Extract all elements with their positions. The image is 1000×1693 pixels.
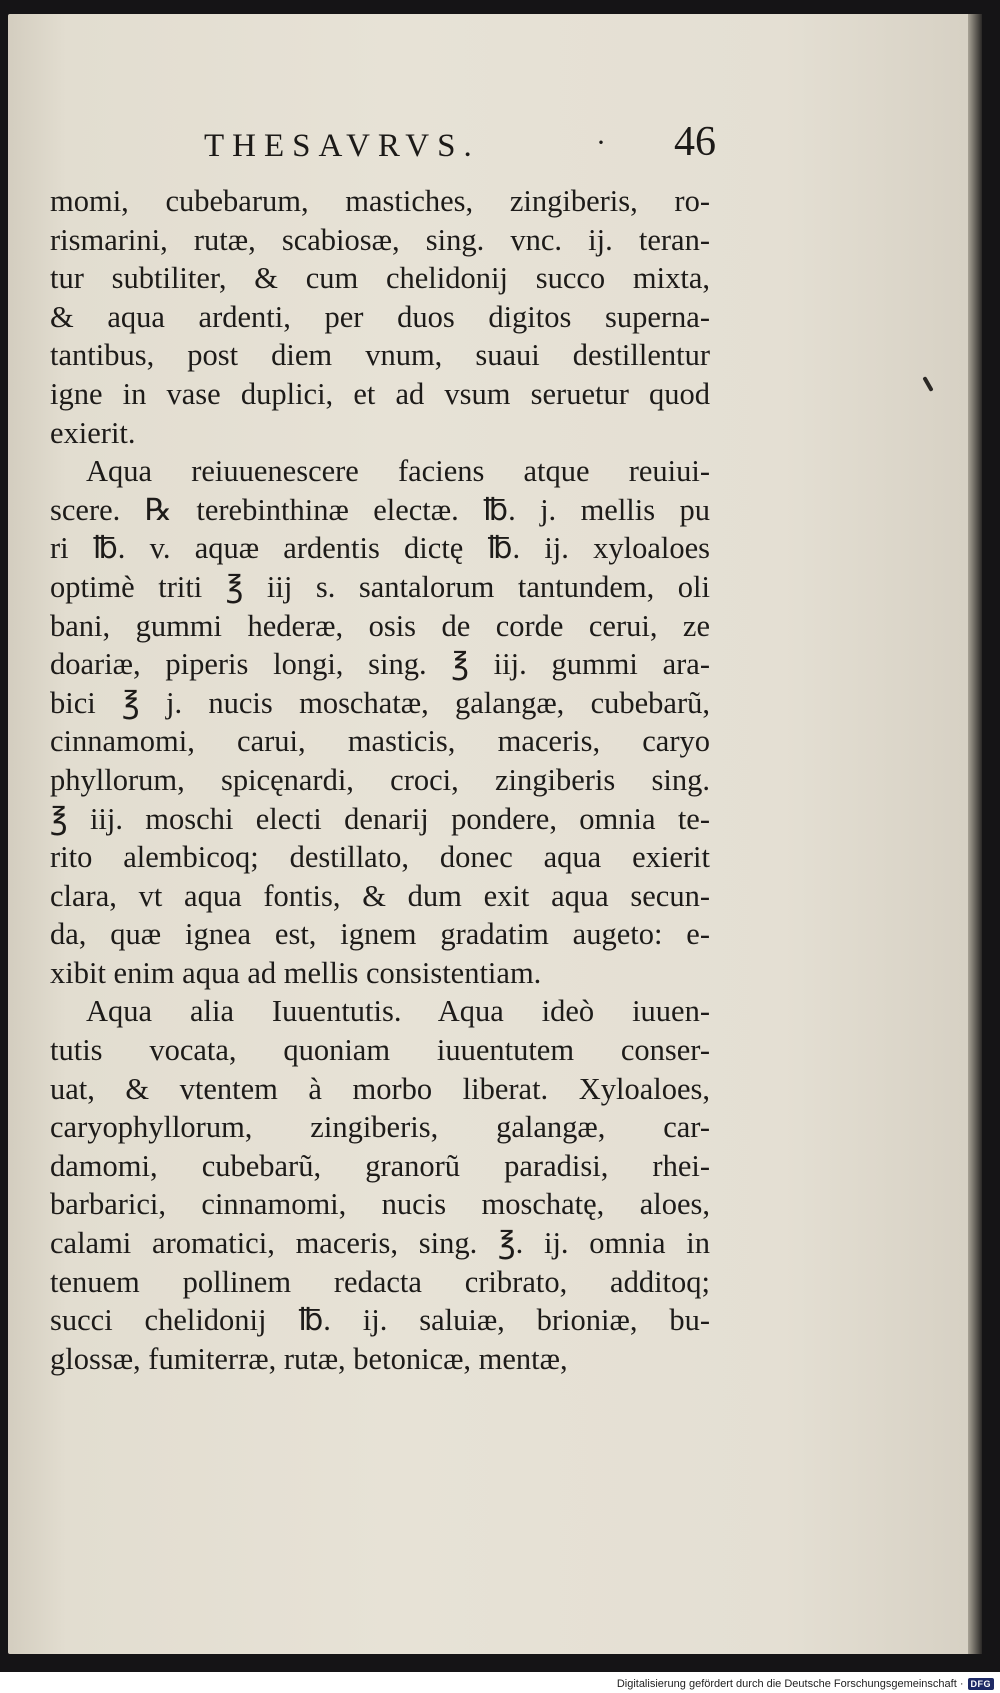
text-line: rismarini, rutæ, scabiosæ, sing. vnc. ij. teran- bbox=[50, 222, 710, 257]
text-line: momi, cubebarum, mastiches, zingiberis, ro- bbox=[50, 184, 710, 218]
text-line: succi chelidonij ℔. ij. saluiæ, brioniæ, bu- bbox=[50, 1303, 710, 1338]
text-line: calami aromatici, maceris, sing. ℥. ij. omnia in bbox=[50, 1226, 710, 1261]
text-line: optimè triti ℥ iij s. santalorum tantundem, oli bbox=[50, 569, 710, 604]
running-head bbox=[48, 119, 738, 172]
dfg-logo: DFG bbox=[968, 1678, 995, 1690]
text-line: tantibus, post diem vnum, suaui destillentur bbox=[50, 338, 710, 373]
text-line: cinnamomi, carui, masticis, maceris, caryo bbox=[50, 724, 710, 759]
running-head-title: THESAVRVS. bbox=[204, 128, 480, 164]
text-line: bici ℥ j. nucis moschatæ, galangæ, cubebarũ, bbox=[50, 685, 710, 720]
text-line: & aqua ardenti, per duos digitos superna- bbox=[50, 299, 710, 334]
body-text bbox=[50, 182, 710, 1378]
text-line: glossæ, fumiterræ, rutæ, betonicæ, mentæ, bbox=[50, 1341, 568, 1376]
text-line: tur subtiliter, & cum chelidonij succo mixta, bbox=[50, 261, 710, 296]
text-line: ℥ iij. moschi electi denarij pondere, omnia te- bbox=[50, 801, 710, 836]
text-line: Aqua alia Iuuentutis. Aqua ideò iuuen- bbox=[86, 994, 710, 1029]
text-line: barbarici, cinnamomi, nucis moschatę, aloes, bbox=[50, 1187, 710, 1222]
text-line: doariæ, piperis longi, sing. ℥ iij. gummi ara- bbox=[50, 647, 710, 682]
text-line: damomi, cubebarũ, granorũ paradisi, rhei- bbox=[50, 1148, 710, 1183]
text-line: ri ℔. v. aquæ ardentis dictę ℔. ij. xyloaloes bbox=[50, 531, 710, 566]
text-line: tutis vocata, quoniam iuuentutem conser- bbox=[50, 1033, 710, 1068]
book-page bbox=[8, 14, 978, 1654]
text-line: uat, & vtentem à morbo liberat. Xyloaloes, bbox=[50, 1071, 710, 1106]
text-line: scere. ℞ terebinthinæ electæ. ℔. j. mellis pu bbox=[50, 492, 710, 527]
text-line: caryophyllorum, zingiberis, galangæ, car- bbox=[50, 1110, 710, 1145]
text-line: phyllorum, spicęnardi, croci, zingiberis sing. bbox=[50, 762, 710, 797]
text-line: Aqua reiuuenescere faciens atque reuiui- bbox=[86, 454, 710, 489]
text-line: tenuem pollinem redacta cribrato, additoq; bbox=[50, 1264, 710, 1299]
footer-credit: Digitalisierung gefördert durch die Deutsche Forschungsgemeinschaft · bbox=[616, 1678, 964, 1690]
text-line: bani, gummi hederæ, osis de corde cerui, ze bbox=[50, 608, 710, 643]
text-line: da, quæ ignea est, ignem gradatim augeto: e- bbox=[50, 917, 710, 952]
text-line: igne in vase duplici, et ad vsum seruetur quod bbox=[50, 376, 710, 411]
page-number: 46 bbox=[674, 119, 716, 165]
page-edge-shadow bbox=[968, 14, 982, 1654]
text-line: xibit enim aqua ad mellis consistentiam. bbox=[50, 955, 542, 990]
text-line: clara, vt aqua fontis, & dum exit aqua secun- bbox=[50, 878, 710, 913]
text-line: exierit. bbox=[50, 415, 136, 450]
text-line: rito alembicoq; destillato, donec aqua exierit bbox=[50, 840, 710, 875]
running-head-dot: · bbox=[596, 126, 606, 159]
digitization-footer bbox=[617, 1676, 994, 1692]
